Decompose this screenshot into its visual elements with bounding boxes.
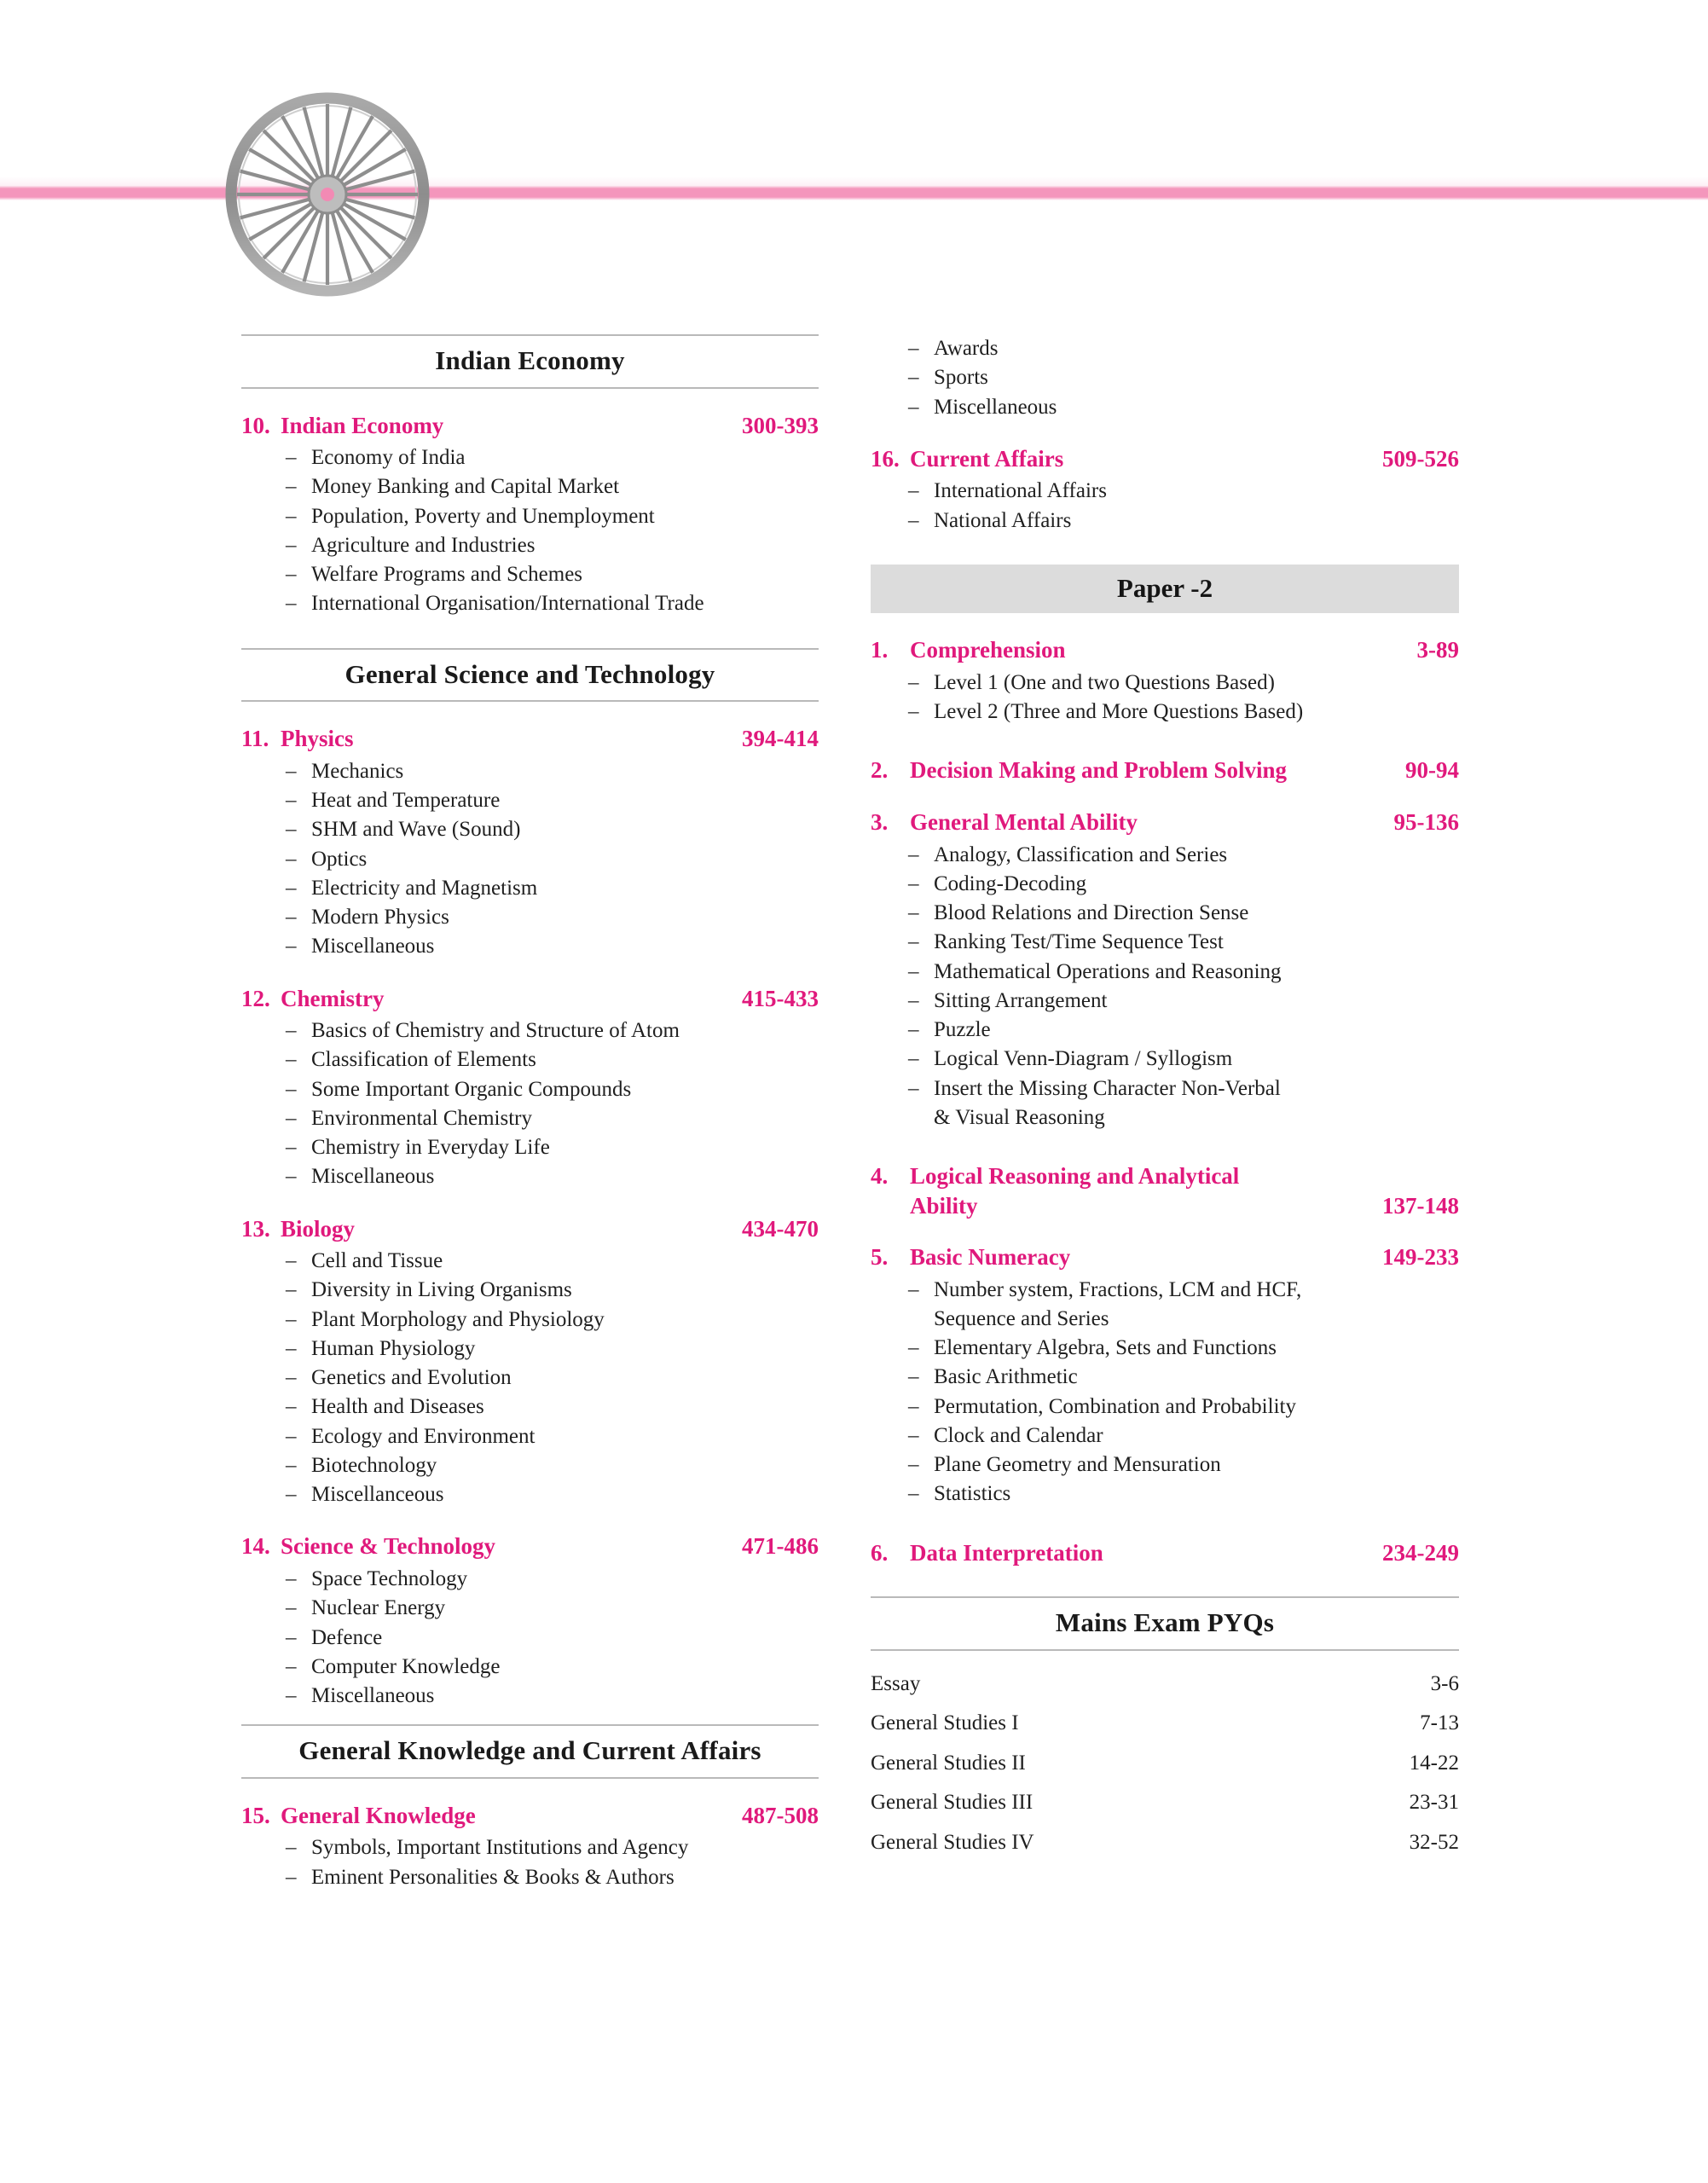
- mains-pyq-table: [871, 1665, 1459, 1863]
- chapter-title-wrapped: [910, 1161, 1382, 1220]
- topic-label: Classification of Elements: [311, 1048, 536, 1072]
- list-item[interactable]: [286, 560, 819, 589]
- chapter-entry-p2-3[interactable]: [871, 808, 1459, 837]
- topic-label: Plane Geometry and Mensuration: [934, 1453, 1221, 1477]
- topic-label: Electricity and Magnetism: [311, 876, 538, 900]
- chapter-entry-16[interactable]: [871, 444, 1459, 474]
- topic-label: Basic Arithmetic: [934, 1365, 1078, 1389]
- topic-label: Analogy, Classification and Series: [934, 843, 1228, 866]
- toc-right-column: [871, 334, 1459, 1862]
- topic-label: Logical Venn-Diagram / Syllogism: [934, 1047, 1233, 1071]
- topic-label: Defence: [311, 1625, 383, 1649]
- dash-bullet-icon: –: [908, 1018, 919, 1042]
- topic-label: Puzzle: [934, 1018, 991, 1042]
- topic-label: SHM and Wave (Sound): [311, 818, 521, 842]
- list-item[interactable]: [908, 698, 1459, 727]
- list-item[interactable]: [908, 1422, 1459, 1451]
- list-item[interactable]: [286, 1682, 819, 1711]
- topic-label: Chemistry in Everyday Life: [311, 1136, 550, 1160]
- topic-list-15: [241, 1833, 819, 1892]
- dash-bullet-icon: –: [286, 1249, 297, 1273]
- chapter-title: General Mental Ability: [910, 809, 1138, 836]
- topic-label: Clock and Calendar: [934, 1423, 1103, 1447]
- dash-bullet-icon: –: [286, 1654, 297, 1678]
- dash-bullet-icon: –: [286, 563, 297, 587]
- dash-bullet-icon: –: [286, 1278, 297, 1302]
- dash-bullet-icon: –: [286, 533, 297, 557]
- dash-bullet-icon: –: [908, 1394, 919, 1418]
- dash-bullet-icon: –: [286, 1019, 297, 1043]
- list-item[interactable]: [286, 1133, 819, 1162]
- chapter-entry-10[interactable]: [241, 411, 819, 441]
- topic-label: Diversity in Living Organisms: [311, 1278, 572, 1302]
- list-item[interactable]: [286, 1104, 819, 1133]
- list-item[interactable]: [286, 1247, 819, 1276]
- dash-bullet-icon: –: [908, 959, 919, 983]
- dash-bullet-icon: –: [286, 1165, 297, 1189]
- chapter-title-line-2: Ability: [910, 1192, 978, 1219]
- pyq-pages: 32-52: [1409, 1830, 1459, 1854]
- topic-label-wrapped: [934, 1276, 1459, 1335]
- topic-label: Ecology and Environment: [311, 1424, 536, 1448]
- section-heading-mains-exam-pyqs: Mains Exam PYQs: [871, 1596, 1459, 1651]
- chapter-number: 11.: [241, 726, 269, 752]
- topic-label: Miscellaneous: [311, 1165, 435, 1189]
- topic-list-14: [241, 1565, 819, 1711]
- chapter-entry-p2-5[interactable]: [871, 1242, 1459, 1272]
- chapter-title: Science & Technology: [281, 1533, 496, 1560]
- list-item[interactable]: [286, 1335, 819, 1364]
- chapter-pages: 487-508: [742, 1802, 819, 1828]
- topic-label: Elementary Algebra, Sets and Functions: [934, 1336, 1277, 1360]
- list-item[interactable]: [286, 903, 819, 932]
- dash-bullet-icon: –: [908, 1365, 919, 1389]
- chapter-number: 1.: [871, 637, 889, 663]
- list-item[interactable]: [286, 1306, 819, 1335]
- chapter-pages: 149-233: [1382, 1244, 1459, 1271]
- list-item[interactable]: [908, 1016, 1459, 1045]
- pyq-paper-name: General Studies II: [871, 1751, 1026, 1775]
- list-item[interactable]: [286, 1364, 819, 1393]
- list-item[interactable]: [286, 815, 819, 844]
- list-item[interactable]: [286, 472, 819, 501]
- dash-bullet-icon: –: [286, 1424, 297, 1448]
- dash-bullet-icon: –: [908, 930, 919, 954]
- chapter-title: Decision Making and Problem Solving: [910, 757, 1288, 784]
- list-item[interactable]: [286, 589, 819, 618]
- section-heading-general-knowledge-and-current-affairs: General Knowledge and Current Affairs: [241, 1724, 819, 1779]
- topic-label: Permutation, Combination and Probability: [934, 1394, 1296, 1418]
- topic-label-wrapped: [934, 1074, 1459, 1133]
- topic-list-15-continued: [871, 334, 1459, 422]
- chapter-number: 10.: [241, 412, 270, 438]
- topic-label: National Affairs: [934, 508, 1072, 532]
- chapter-pages: 90-94: [1405, 757, 1459, 784]
- chapter-pages: 509-526: [1382, 445, 1459, 472]
- topic-label: Miscellaneous: [934, 395, 1057, 419]
- list-item[interactable]: [908, 987, 1459, 1016]
- chapter-title: Physics: [281, 726, 354, 752]
- list-item[interactable]: [286, 786, 819, 815]
- topic-label: Mathematical Operations and Reasoning: [934, 959, 1282, 983]
- list-item[interactable]: [908, 1393, 1459, 1422]
- topic-line-2: & Visual Reasoning: [934, 1105, 1105, 1129]
- list-item[interactable]: [908, 841, 1459, 870]
- dash-bullet-icon: –: [286, 1136, 297, 1160]
- topic-label: Some Important Organic Compounds: [311, 1077, 632, 1101]
- list-item[interactable]: [908, 1451, 1459, 1479]
- chapter-number: 3.: [871, 809, 889, 836]
- dash-bullet-icon: –: [908, 1482, 919, 1506]
- topic-label: Level 1 (One and two Questions Based): [934, 670, 1275, 694]
- list-item[interactable]: [286, 1594, 819, 1623]
- topic-label: Genetics and Evolution: [311, 1366, 512, 1390]
- topic-line-1: Number system, Fractions, LCM and HCF,: [934, 1277, 1302, 1301]
- chapter-number: 4.: [871, 1163, 889, 1190]
- chapter-title: Comprehension: [910, 637, 1066, 663]
- table-row[interactable]: [871, 1823, 1459, 1863]
- chapter-title: Biology: [281, 1215, 356, 1242]
- dash-bullet-icon: –: [908, 1453, 919, 1477]
- dash-bullet-icon: –: [286, 1865, 297, 1889]
- topic-label: Welfare Programs and Schemes: [311, 563, 583, 587]
- pyq-paper-name: Essay: [871, 1671, 921, 1695]
- ashoka-chakra-wheel-icon: [225, 92, 430, 297]
- dash-bullet-icon: –: [908, 395, 919, 419]
- topic-line-1: Insert the Missing Character Non-Verbal: [934, 1076, 1281, 1100]
- toc-left-column: [241, 334, 819, 1892]
- dash-bullet-icon: –: [908, 1047, 919, 1071]
- dash-bullet-icon: –: [286, 446, 297, 470]
- topic-list-13: [241, 1247, 819, 1509]
- chapter-number: 5.: [871, 1244, 889, 1271]
- dash-bullet-icon: –: [286, 1453, 297, 1477]
- topic-list-p2-5: [871, 1276, 1459, 1509]
- dash-bullet-icon: –: [908, 1076, 919, 1100]
- chapter-pages: 95-136: [1393, 809, 1459, 836]
- topic-label: International Organisation/International Trade: [311, 592, 704, 616]
- chapter-number: 6.: [871, 1539, 889, 1566]
- topic-label: Computer Knowledge: [311, 1654, 501, 1678]
- chapter-title: Chemistry: [281, 985, 385, 1011]
- dash-bullet-icon: –: [286, 935, 297, 958]
- topic-label: Plant Morphology and Physiology: [311, 1307, 605, 1331]
- topic-label: Coding-Decoding: [934, 871, 1087, 895]
- list-item[interactable]: [286, 1833, 819, 1862]
- chapter-pages: 300-393: [742, 412, 819, 438]
- chapter-entry-11[interactable]: [241, 724, 819, 754]
- dash-bullet-icon: –: [286, 592, 297, 616]
- chapter-pages: 137-148: [1382, 1192, 1459, 1219]
- pyq-paper-name: General Studies III: [871, 1791, 1033, 1815]
- dash-bullet-icon: –: [908, 700, 919, 724]
- list-item[interactable]: [286, 1075, 819, 1104]
- topic-label: Biotechnology: [311, 1453, 437, 1477]
- topic-label: Sitting Arrangement: [934, 988, 1108, 1012]
- list-item[interactable]: [908, 363, 1459, 392]
- list-item[interactable]: [908, 1045, 1459, 1074]
- dash-bullet-icon: –: [908, 871, 919, 895]
- dash-bullet-icon: –: [286, 789, 297, 813]
- list-item[interactable]: [286, 443, 819, 472]
- topic-label: Modern Physics: [311, 906, 449, 929]
- table-row[interactable]: [871, 1704, 1459, 1744]
- chapter-title: Basic Numeracy: [910, 1244, 1071, 1271]
- dash-bullet-icon: –: [286, 1307, 297, 1331]
- topic-list-11: [241, 757, 819, 962]
- dash-bullet-icon: –: [908, 479, 919, 503]
- dash-bullet-icon: –: [908, 366, 919, 390]
- dash-bullet-icon: –: [286, 1106, 297, 1130]
- chapter-number: 14.: [241, 1533, 270, 1560]
- topic-label: Environmental Chemistry: [311, 1106, 532, 1130]
- topic-label: Awards: [934, 337, 999, 360]
- list-item[interactable]: [286, 1863, 819, 1892]
- dash-bullet-icon: –: [908, 1336, 919, 1360]
- list-item[interactable]: [286, 1016, 819, 1045]
- topic-label: Miscellaneous: [311, 935, 435, 958]
- pyq-paper-name: General Studies I: [871, 1711, 1019, 1735]
- list-item[interactable]: [908, 393, 1459, 422]
- list-item[interactable]: [908, 334, 1459, 363]
- chapter-title: Indian Economy: [281, 412, 444, 438]
- list-item[interactable]: [286, 1451, 819, 1480]
- chapter-entry-p2-4[interactable]: [871, 1161, 1459, 1220]
- list-item[interactable]: [286, 1393, 819, 1422]
- topic-label: Mechanics: [311, 759, 404, 783]
- topic-label: Sports: [934, 366, 988, 390]
- list-item[interactable]: [286, 845, 819, 874]
- pyq-pages: 14-22: [1409, 1751, 1459, 1775]
- list-item[interactable]: [908, 477, 1459, 506]
- list-item[interactable]: [908, 899, 1459, 928]
- list-item[interactable]: [286, 531, 819, 560]
- dash-bullet-icon: –: [286, 1684, 297, 1708]
- topic-label: Agriculture and Industries: [311, 533, 536, 557]
- chapter-entry-p2-1[interactable]: [871, 635, 1459, 665]
- dash-bullet-icon: –: [286, 1596, 297, 1620]
- chapter-entry-p2-6[interactable]: [871, 1538, 1459, 1568]
- list-item[interactable]: [908, 958, 1459, 987]
- topic-label: Level 2 (Three and More Questions Based): [934, 700, 1304, 724]
- topic-list-p2-1: [871, 669, 1459, 727]
- chapter-pages: 471-486: [742, 1533, 819, 1560]
- topic-label: Eminent Personalities & Books & Authors: [311, 1865, 675, 1889]
- chapter-number: 13.: [241, 1215, 270, 1242]
- chapter-entry-14[interactable]: [241, 1532, 819, 1561]
- dash-bullet-icon: –: [286, 475, 297, 499]
- topic-list-12: [241, 1016, 819, 1192]
- topic-label: Population, Poverty and Unemployment: [311, 504, 655, 528]
- section-heading-indian-economy: Indian Economy: [241, 334, 819, 389]
- list-item[interactable]: [908, 1334, 1459, 1363]
- topic-label: Space Technology: [311, 1567, 468, 1591]
- topic-label: Blood Relations and Direction Sense: [934, 901, 1249, 925]
- dash-bullet-icon: –: [286, 1395, 297, 1419]
- dash-bullet-icon: –: [908, 670, 919, 694]
- pyq-paper-name: General Studies IV: [871, 1830, 1034, 1854]
- chapter-entry-13[interactable]: [241, 1214, 819, 1244]
- list-item[interactable]: [286, 874, 819, 903]
- list-item[interactable]: [908, 1479, 1459, 1508]
- chapter-title: General Knowledge: [281, 1802, 476, 1828]
- chapter-pages: 415-433: [742, 985, 819, 1011]
- chapter-number: 16.: [871, 445, 900, 472]
- dash-bullet-icon: –: [286, 847, 297, 871]
- topic-label: International Affairs: [934, 479, 1107, 503]
- dash-bullet-icon: –: [286, 1483, 297, 1507]
- chapter-title: Data Interpretation: [910, 1539, 1103, 1566]
- dash-bullet-icon: –: [286, 1336, 297, 1360]
- chapter-pages: 394-414: [742, 726, 819, 752]
- dash-bullet-icon: –: [908, 1277, 919, 1301]
- list-item[interactable]: [908, 1276, 1459, 1335]
- list-item[interactable]: [286, 1276, 819, 1305]
- topic-label: Human Physiology: [311, 1336, 476, 1360]
- chapter-number: 2.: [871, 757, 889, 784]
- dash-bullet-icon: –: [286, 1366, 297, 1390]
- dash-bullet-icon: –: [286, 818, 297, 842]
- topic-list-16: [871, 477, 1459, 536]
- topic-label: Health and Diseases: [311, 1395, 484, 1419]
- topic-list-10: [241, 443, 819, 619]
- list-item[interactable]: [286, 757, 819, 786]
- topic-label: Heat and Temperature: [311, 789, 501, 813]
- dash-bullet-icon: –: [286, 906, 297, 929]
- topic-label: Miscellanceous: [311, 1483, 444, 1507]
- list-item[interactable]: [908, 928, 1459, 957]
- topic-list-p2-3: [871, 841, 1459, 1133]
- list-item[interactable]: [286, 1480, 819, 1509]
- dash-bullet-icon: –: [286, 504, 297, 528]
- list-item[interactable]: [286, 502, 819, 531]
- dash-bullet-icon: –: [286, 1048, 297, 1072]
- chapter-entry-15[interactable]: [241, 1801, 819, 1831]
- chapter-entry-p2-2[interactable]: [871, 756, 1459, 785]
- chapter-entry-12[interactable]: [241, 984, 819, 1014]
- topic-line-2: Sequence and Series: [934, 1306, 1109, 1330]
- list-item[interactable]: [908, 507, 1459, 536]
- list-item[interactable]: [908, 870, 1459, 899]
- dash-bullet-icon: –: [286, 1567, 297, 1591]
- topic-label: Cell and Tissue: [311, 1249, 443, 1273]
- list-item[interactable]: [908, 1074, 1459, 1133]
- table-row[interactable]: [871, 1665, 1459, 1705]
- chapter-number: 15.: [241, 1802, 270, 1828]
- chapter-pages: 234-249: [1382, 1539, 1459, 1566]
- chapter-number: 12.: [241, 985, 270, 1011]
- dash-bullet-icon: –: [908, 843, 919, 866]
- paper-2-band-heading: Paper -2: [871, 565, 1459, 614]
- topic-label: Nuclear Energy: [311, 1596, 446, 1620]
- topic-label: Optics: [311, 847, 368, 871]
- dash-bullet-icon: –: [286, 876, 297, 900]
- pyq-pages: 7-13: [1420, 1711, 1459, 1735]
- list-item[interactable]: [286, 1624, 819, 1653]
- table-row[interactable]: [871, 1744, 1459, 1784]
- list-item[interactable]: [286, 1422, 819, 1451]
- list-item[interactable]: [908, 669, 1459, 698]
- list-item[interactable]: [286, 1653, 819, 1682]
- topic-label: Miscellaneous: [311, 1684, 435, 1708]
- dash-bullet-icon: –: [908, 508, 919, 532]
- dash-bullet-icon: –: [908, 988, 919, 1012]
- section-heading-general-science-and-technology: General Science and Technology: [241, 648, 819, 703]
- chapter-pages: 3-89: [1416, 637, 1459, 663]
- pyq-pages: 3-6: [1430, 1671, 1459, 1695]
- dash-bullet-icon: –: [286, 1836, 297, 1860]
- topic-label: Symbols, Important Institutions and Agency: [311, 1836, 689, 1860]
- dash-bullet-icon: –: [286, 759, 297, 783]
- dash-bullet-icon: –: [286, 1625, 297, 1649]
- table-row[interactable]: [871, 1783, 1459, 1823]
- topic-label: Economy of India: [311, 446, 466, 470]
- topic-label: Basics of Chemistry and Structure of Atom: [311, 1019, 680, 1043]
- dash-bullet-icon: –: [908, 901, 919, 925]
- dash-bullet-icon: –: [286, 1077, 297, 1101]
- chapter-title: Current Affairs: [910, 445, 1064, 472]
- topic-label: Money Banking and Capital Market: [311, 475, 620, 499]
- list-item[interactable]: [286, 1565, 819, 1594]
- pyq-pages: 23-31: [1409, 1791, 1459, 1815]
- chapter-pages: 434-470: [742, 1215, 819, 1242]
- dash-bullet-icon: –: [908, 1423, 919, 1447]
- topic-label: Ranking Test/Time Sequence Test: [934, 930, 1224, 954]
- topic-label: Statistics: [934, 1482, 1011, 1506]
- dash-bullet-icon: –: [908, 337, 919, 360]
- list-item[interactable]: [286, 1162, 819, 1191]
- list-item[interactable]: [908, 1363, 1459, 1392]
- chapter-title-line-1: Logical Reasoning and Analytical: [910, 1163, 1240, 1190]
- list-item[interactable]: [286, 932, 819, 961]
- list-item[interactable]: [286, 1045, 819, 1074]
